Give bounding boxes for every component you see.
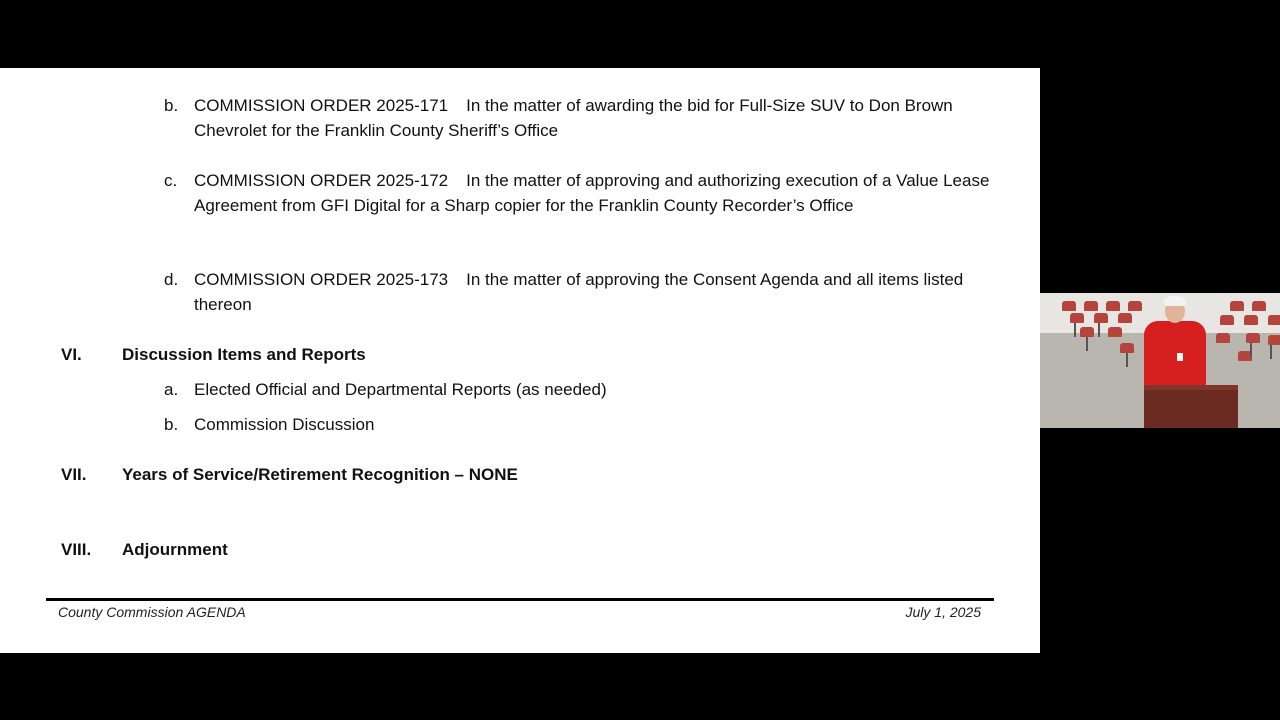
speaker-shirt	[1144, 321, 1206, 389]
section-viii	[61, 537, 228, 562]
section-title: Adjournment	[122, 540, 228, 559]
chair-leg	[1126, 353, 1128, 367]
chair	[1246, 333, 1260, 343]
chair	[1062, 301, 1076, 311]
chair-leg	[1270, 345, 1272, 359]
section-vii	[61, 462, 518, 487]
order-number: COMMISSION ORDER 2025-171	[194, 96, 449, 115]
section-numeral: VIII.	[61, 540, 92, 559]
order-number: COMMISSION ORDER 2025-173	[194, 270, 449, 289]
section-title: Years of Service/Retirement Recognition – NONE	[122, 465, 518, 484]
chair	[1230, 301, 1244, 311]
chair	[1108, 327, 1122, 337]
section-numeral: VII.	[61, 465, 87, 484]
chair	[1244, 315, 1258, 325]
chair	[1220, 315, 1234, 325]
chair	[1268, 335, 1280, 345]
agenda-document	[0, 68, 1040, 653]
order-letter: c.	[164, 171, 178, 190]
chair	[1094, 313, 1108, 323]
podium	[1144, 385, 1238, 428]
section-vi	[61, 342, 366, 367]
chair	[1268, 315, 1280, 325]
camera-feed-thumbnail	[1040, 293, 1280, 428]
chair-leg	[1074, 323, 1076, 337]
order-text: In the matter of approving and authorizing execution of a Value Lease Agreement from GFI Digital for a Sharp copier for the Franklin County Recorder’s Office	[194, 171, 990, 215]
order-item-d	[164, 267, 994, 317]
speaker-badge	[1177, 353, 1183, 361]
speaker-hair	[1164, 296, 1186, 306]
chair	[1252, 301, 1266, 311]
section-vi-item-b	[164, 412, 374, 437]
chair	[1118, 313, 1132, 323]
chair-leg	[1086, 337, 1088, 351]
order-number: COMMISSION ORDER 2025-172	[194, 171, 449, 190]
order-text: In the matter of awarding the bid for Full-Size SUV to Don Brown Chevrolet for the Franklin County Sheriff’s Office	[194, 96, 953, 140]
chair	[1080, 327, 1094, 337]
item-letter: a.	[164, 380, 179, 399]
chair-leg	[1098, 323, 1100, 337]
footer-divider	[46, 598, 994, 601]
order-letter: d.	[164, 270, 179, 289]
order-item-b	[164, 93, 994, 143]
item-text: Commission Discussion	[194, 415, 375, 434]
section-vi-item-a	[164, 377, 607, 402]
chair	[1120, 343, 1134, 353]
item-letter: b.	[164, 415, 179, 434]
chair	[1106, 301, 1120, 311]
chair	[1216, 333, 1230, 343]
chair	[1128, 301, 1142, 311]
section-numeral: VI.	[61, 345, 82, 364]
order-letter: b.	[164, 96, 179, 115]
order-text: In the matter of approving the Consent Agenda and all items listed thereon	[194, 270, 964, 314]
footer-document-title: County Commission AGENDA	[58, 604, 246, 620]
order-item-c	[164, 168, 994, 218]
footer-date: July 1, 2025	[905, 604, 981, 620]
chair-leg	[1250, 343, 1252, 357]
section-title: Discussion Items and Reports	[122, 345, 366, 364]
chair	[1084, 301, 1098, 311]
item-text: Elected Official and Departmental Reports (as needed)	[194, 380, 607, 399]
chair	[1070, 313, 1084, 323]
